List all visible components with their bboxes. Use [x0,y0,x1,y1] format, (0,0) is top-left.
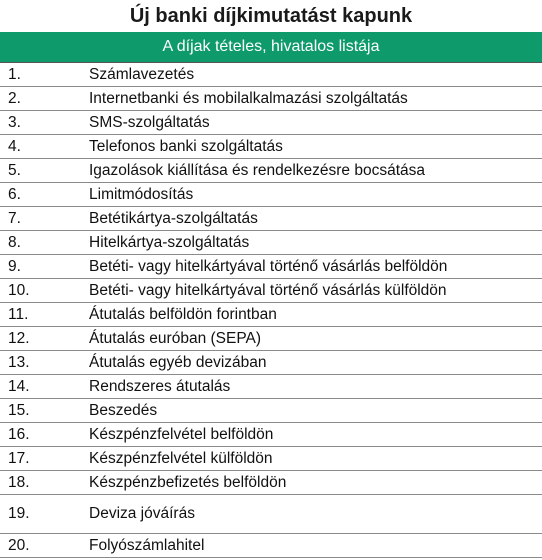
item-number: 3. [8,113,21,131]
item-number: 8. [8,233,21,251]
item-label: Limitmódosítás [89,185,194,203]
item-label: Átutalás egyéb devizában [89,353,267,371]
item-label: Készpénzfelvétel külföldön [89,449,273,467]
item-label: Betéti- vagy hitelkártyával történő vásárlás belföldön [89,257,448,275]
list-item [0,534,542,558]
item-label: Betéti- vagy hitelkártyával történő vásárlás külföldön [89,281,447,299]
item-label: Rendszeres átutalás [89,377,231,395]
item-label: Deviza jóváírás [89,505,195,522]
item-label: Igazolások kiállítása és rendelkezésre bocsátása [89,161,426,179]
item-number: 2. [8,89,21,107]
list-item [0,327,542,351]
list-item [0,111,542,135]
item-number: 16. [8,425,30,443]
item-number: 17. [8,449,30,467]
item-number: 1. [8,65,21,83]
list-item [0,231,542,255]
fee-list [0,62,542,558]
item-label: Hitelkártya-szolgáltatás [89,233,250,251]
item-number: 5. [8,161,21,179]
list-item [0,279,542,303]
list-item [0,135,542,159]
item-label: Számlavezetés [89,65,195,83]
item-label: Átutalás belföldön forintban [89,305,277,323]
list-item [0,303,542,327]
list-item [0,375,542,399]
subtitle-banner: A díjak tételes, hivatalos listája [0,32,542,62]
list-item [0,183,542,207]
item-number: 10. [8,281,30,299]
item-label: Beszedés [89,401,158,419]
item-number: 9. [8,257,21,275]
item-number: 11. [8,305,29,323]
item-number: 19. [8,505,30,522]
list-item [0,63,542,87]
list-item [0,159,542,183]
list-item [0,471,542,495]
item-label: Telefonos banki szolgáltatás [89,137,283,155]
item-label: SMS-szolgáltatás [89,113,210,131]
item-number: 13. [8,353,30,371]
item-label: Betétikártya-szolgáltatás [89,209,258,227]
list-item [0,399,542,423]
item-number: 20. [8,536,30,554]
item-label: Készpénzfelvétel belföldön [89,425,274,443]
item-number: 14. [8,377,30,395]
page-title: Új banki díjkimutatást kapunk [129,5,413,27]
item-label: Átutalás euróban (SEPA) [89,329,262,347]
list-item [0,351,542,375]
list-item [0,447,542,471]
item-number: 6. [8,185,21,203]
item-label: Internetbanki és mobilalkalmazási szolgáltatás [89,89,408,107]
item-number: 12. [8,329,30,347]
item-number: 4. [8,137,21,155]
item-label: Folyószámlahitel [89,536,205,554]
list-item [0,207,542,231]
list-item [0,495,542,534]
item-number: 15. [8,401,30,419]
list-item [0,255,542,279]
list-item [0,87,542,111]
item-label: Készpénzbefizetés belföldön [89,473,287,491]
item-number: 7. [8,209,21,227]
item-number: 18. [8,473,30,491]
list-item [0,423,542,447]
